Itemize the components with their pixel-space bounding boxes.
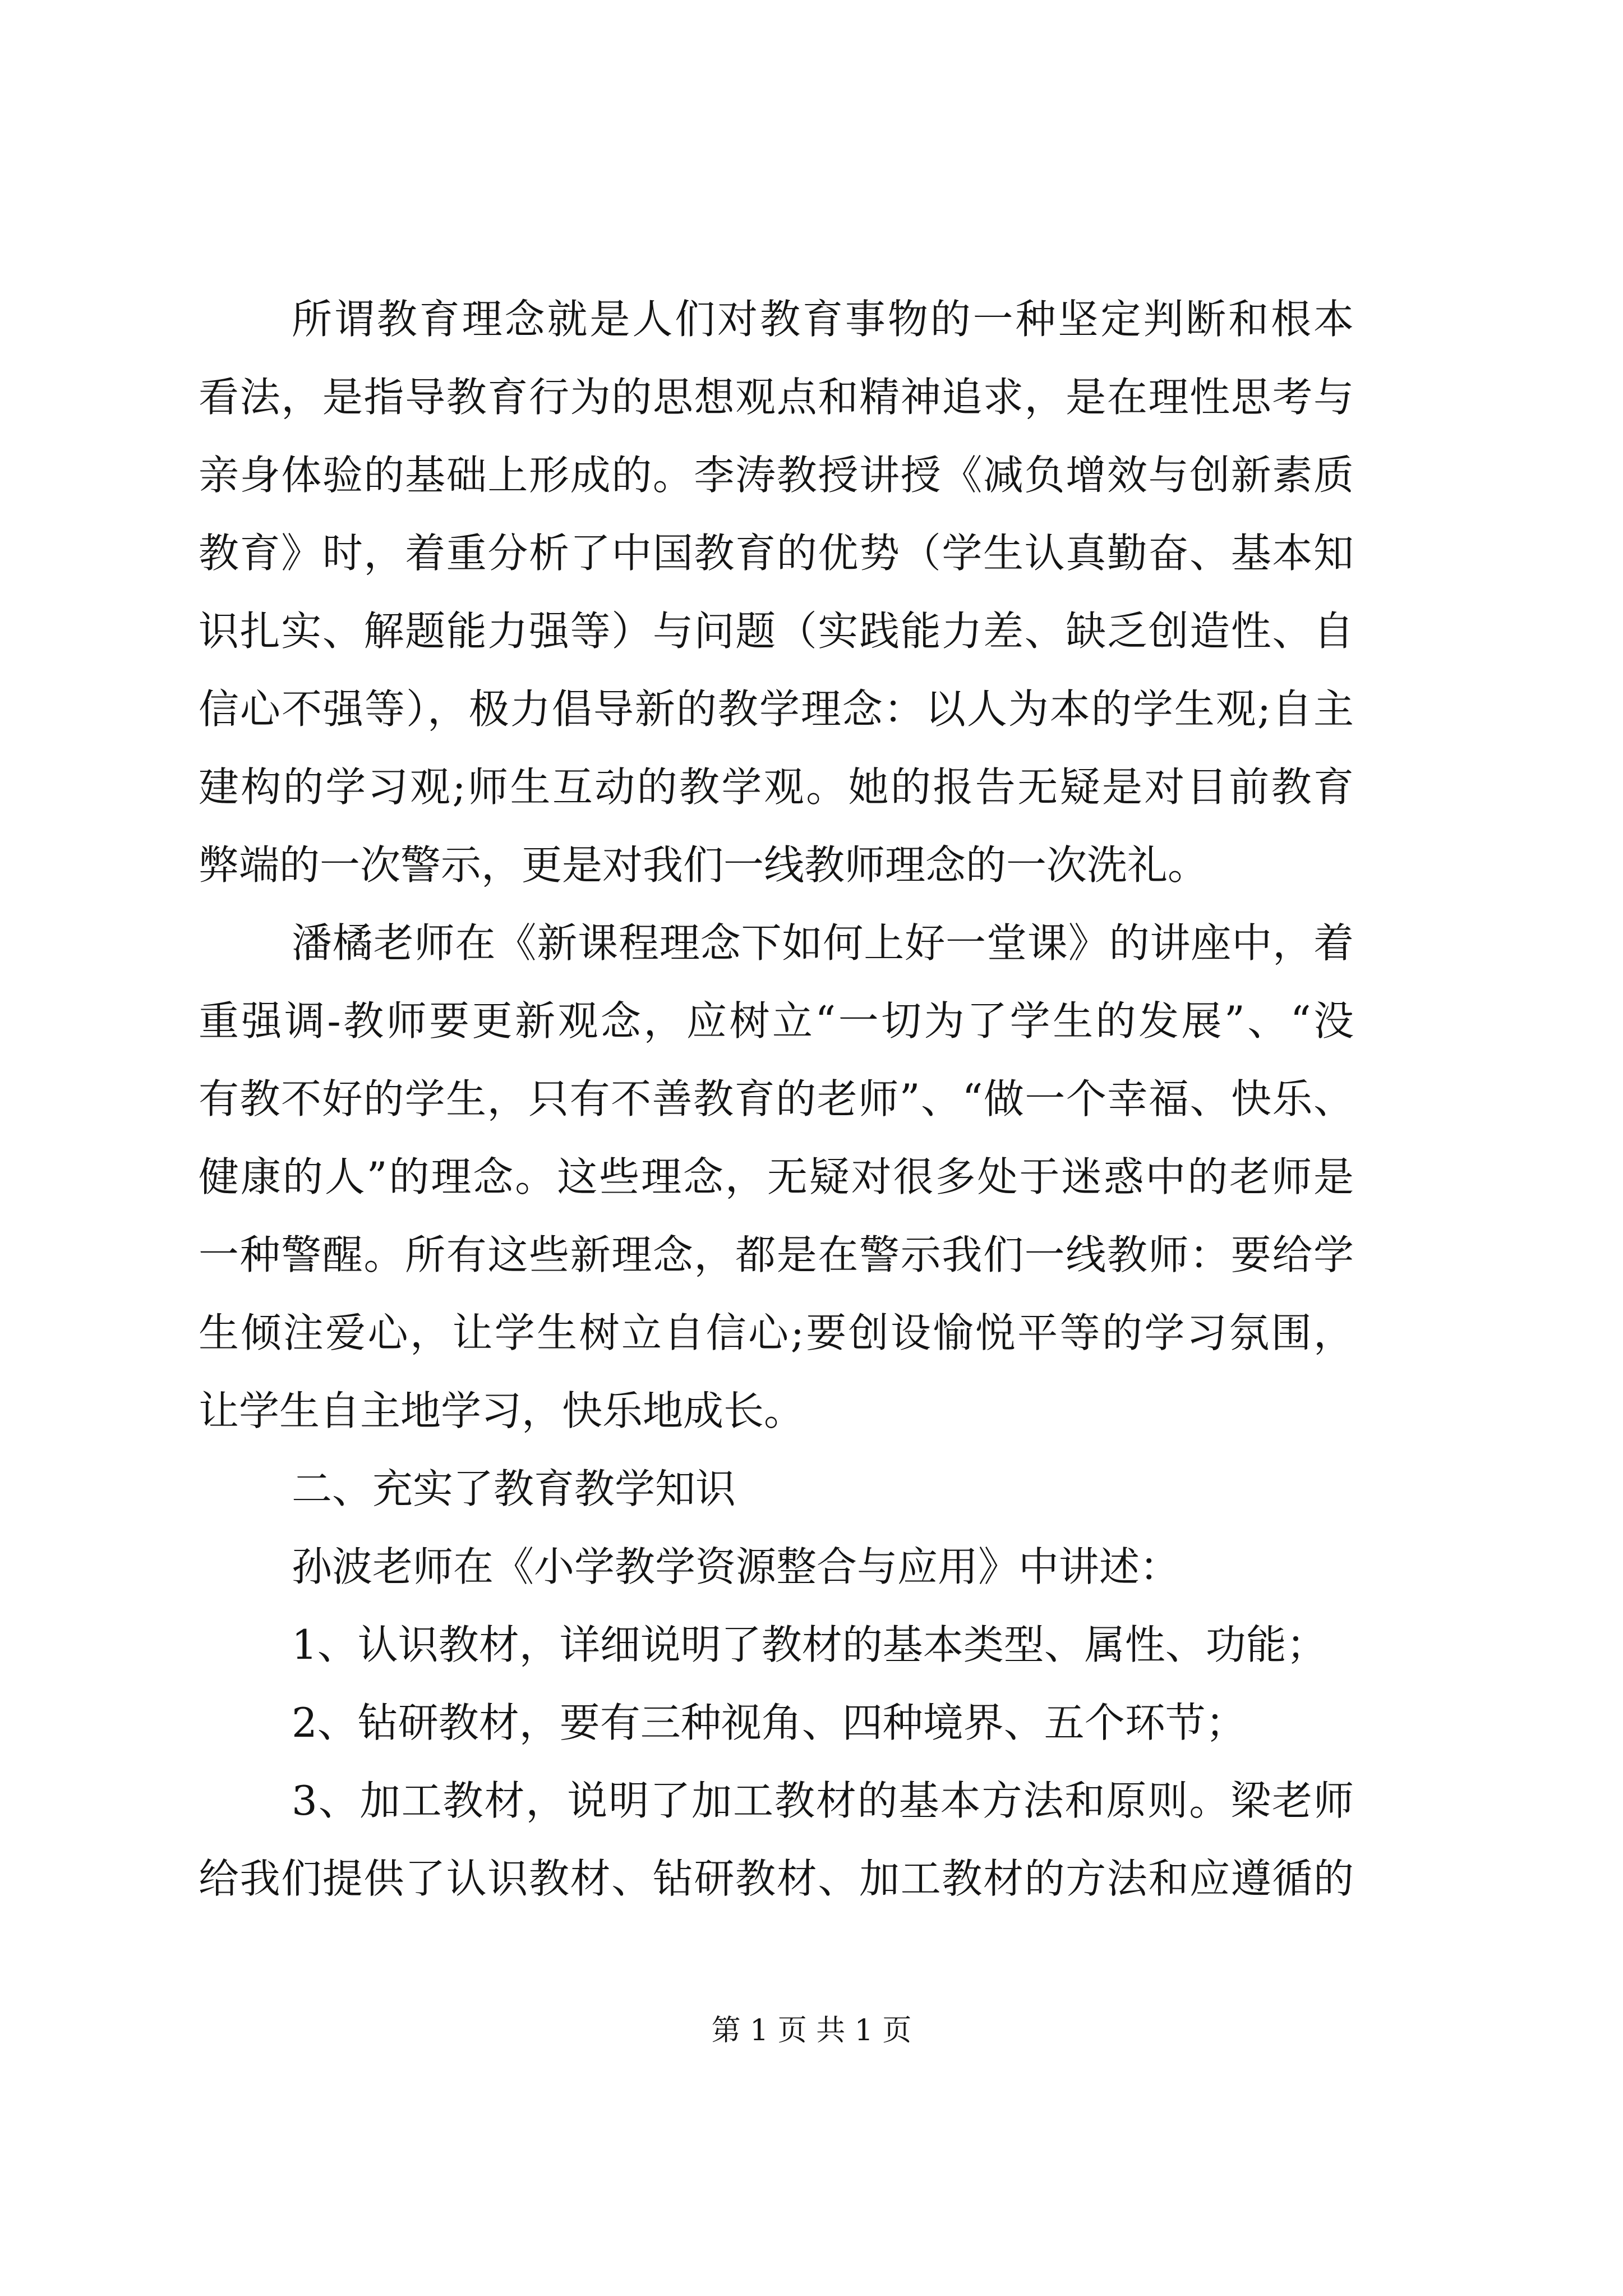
text-line: 信心不强等），极力倡导新的教学理念：以人为本的学生观;自主 — [199, 685, 1354, 733]
paragraph — [199, 280, 1354, 904]
text-line: 看法，是指导教育行为的思想观点和精神追求，是在理性思考与 — [199, 374, 1354, 421]
list-item-text: 3、加工教材，说明了加工教材的基本方法和原则。梁老师 — [292, 1777, 1354, 1824]
text-line: 建构的学习观;师生互动的教学观。她的报告无疑是对目前教育 — [199, 763, 1354, 811]
text-line: 重强调-教师要更新观念，应树立“一切为了学生的发展”、“没 — [199, 997, 1354, 1045]
list-item-text: 2、钻研教材，要有三种视角、四种境界、五个环节； — [292, 1699, 1246, 1746]
text-line: 识扎实、解题能力强等）与问题（实践能力差、缺乏创造性、自 — [199, 608, 1354, 655]
body-text — [199, 280, 1354, 1918]
text-line: 有教不好的学生，只有不善教育的老师”、“做一个幸福、快乐、 — [199, 1075, 1354, 1122]
text-line: 弊端的一次警示，更是对我们一线教师理念的一次洗礼。 — [199, 841, 1209, 889]
list-item-text: 给我们提供了认识教材、钻研教材、加工教材的方法和应遵循的 — [199, 1855, 1354, 1902]
text-line: 教育》时，着重分析了中国教育的优势（学生认真勤奋、基本知 — [199, 530, 1354, 577]
list-item — [199, 1684, 1354, 1762]
text-line: 所谓教育理念就是人们对教育事物的一种坚定判断和根本 — [292, 296, 1354, 343]
text-line: 让学生自主地学习，快乐地成长。 — [199, 1387, 805, 1434]
text-line: 潘橘老师在《新课程理念下如何上好一堂课》的讲座中，着 — [292, 919, 1354, 967]
text-line: 生倾注爱心，让学生树立自信心;要创设愉悦平等的学习氛围， — [199, 1309, 1354, 1356]
text-line: 一种警醒。所有这些新理念，都是在警示我们一线教师：要给学 — [199, 1231, 1354, 1278]
paragraph — [199, 904, 1354, 1450]
section-heading — [199, 1450, 1354, 1528]
list-item — [199, 1762, 1354, 1918]
paragraph — [199, 1528, 1354, 1606]
list-item — [199, 1606, 1354, 1684]
list-item-text: 1、认识教材，详细说明了教材的基本类型、属性、功能； — [292, 1621, 1327, 1668]
page-footer: 第 1 页 共 1 页 — [711, 2014, 912, 2047]
section-heading-text: 二、充实了教育教学知识 — [292, 1465, 736, 1512]
text-line: 孙波老师在《小学教学资源整合与应用》中讲述： — [292, 1543, 1181, 1590]
text-line: 亲身体验的基础上形成的。李涛教授讲授《减负增效与创新素质 — [199, 452, 1354, 499]
text-line: 健康的人”的理念。这些理念，无疑对很多处于迷惑中的老师是 — [199, 1153, 1354, 1200]
